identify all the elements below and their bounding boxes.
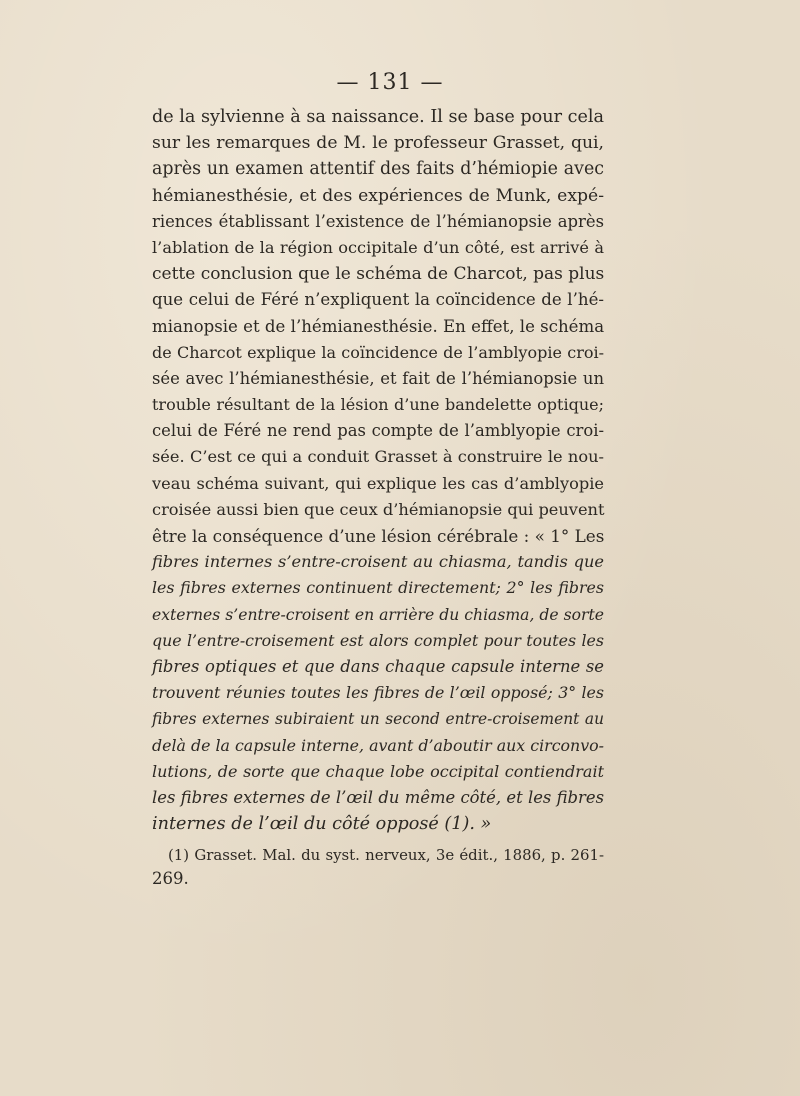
text-line: cette conclusion que le schéma de Charcot, pas plus <box>152 264 605 285</box>
text-line: veau schéma suivant, qui explique les cas d’amblyopie <box>152 473 604 493</box>
text-line: de Charcot explique la coïncidence de l’amblyopie croi- <box>152 342 604 362</box>
quote-line: lutions, de sorte que chaque lobe occipital contiendrait <box>152 761 604 781</box>
text-line: l’ablation de la région occipitale d’un côté, est arrivé à <box>152 237 604 257</box>
text-line: sée. C’est ce qui a conduit Grasset à construire le nou- <box>152 447 604 467</box>
text-line: sée avec l’hémianesthésie, et fait de l’hémianopsie un <box>152 368 604 388</box>
text-line: croisée aussi bien que ceux d’hémianopsie qui peuvent <box>152 499 605 519</box>
quote-line: fibres optiques et que dans chaque capsule interne se <box>152 656 604 676</box>
quote-line: externes s’entre-croisent en arrière du chiasma, de sorte <box>152 605 604 624</box>
quote-line: fibres internes s’entre-croisent au chiasma, tandis que <box>152 552 604 572</box>
quote-line: delà de la capsule interne, avant d’aboutir aux circonvo- <box>152 735 604 755</box>
text-line: être la conséquence d’une lésion cérébrale : « 1° Les <box>152 526 605 546</box>
quote-line: fibres externes subiraient un second entre-croisement au <box>152 710 604 729</box>
quote-line: trouvent réunies toutes les fibres de l’œil opposé; 3° les <box>152 683 604 703</box>
text-line: après un examen attentif des faits d’hémiopie avec <box>152 159 604 180</box>
text-line: hémianesthésie, et des expériences de Munk, expé- <box>152 185 604 206</box>
text-line: riences établissant l’existence de l’hémianopsie après <box>152 211 604 231</box>
page-number: — 131 — <box>336 70 444 95</box>
footnote-line: (1) Grasset. Mal. du syst. nerveux, 3e édit., 1886, p. 261- <box>168 846 604 864</box>
text-line: de la sylvienne à sa naissance. Il se base pour cela <box>152 107 604 127</box>
text-line: trouble résultant de la lésion d’une bandelette optique; <box>152 395 604 415</box>
quote-line: que l’entre-croisement est alors complet pour toutes les <box>152 630 604 650</box>
footnote-line: 269. <box>152 869 189 888</box>
quote-line: les fibres externes continuent directement; 2° les fibres <box>152 578 604 598</box>
text-line: que celui de Féré n’expliquent la coïncidence de l’hé- <box>152 290 604 310</box>
text-line: celui de Féré ne rend pas compte de l’amblyopie croi- <box>152 421 604 441</box>
footnote <box>152 843 604 891</box>
quote-line: les fibres externes de l’œil du même côté, et les fibres <box>152 787 604 807</box>
quote-line: internes de l’œil du côté opposé (1). » <box>152 814 492 835</box>
text-line: sur les remarques de M. le professeur Grasset, qui, <box>152 133 604 154</box>
body-text <box>152 104 604 837</box>
text-line: mianopsie et de l’hémianesthésie. En effet, le schéma <box>152 316 605 336</box>
